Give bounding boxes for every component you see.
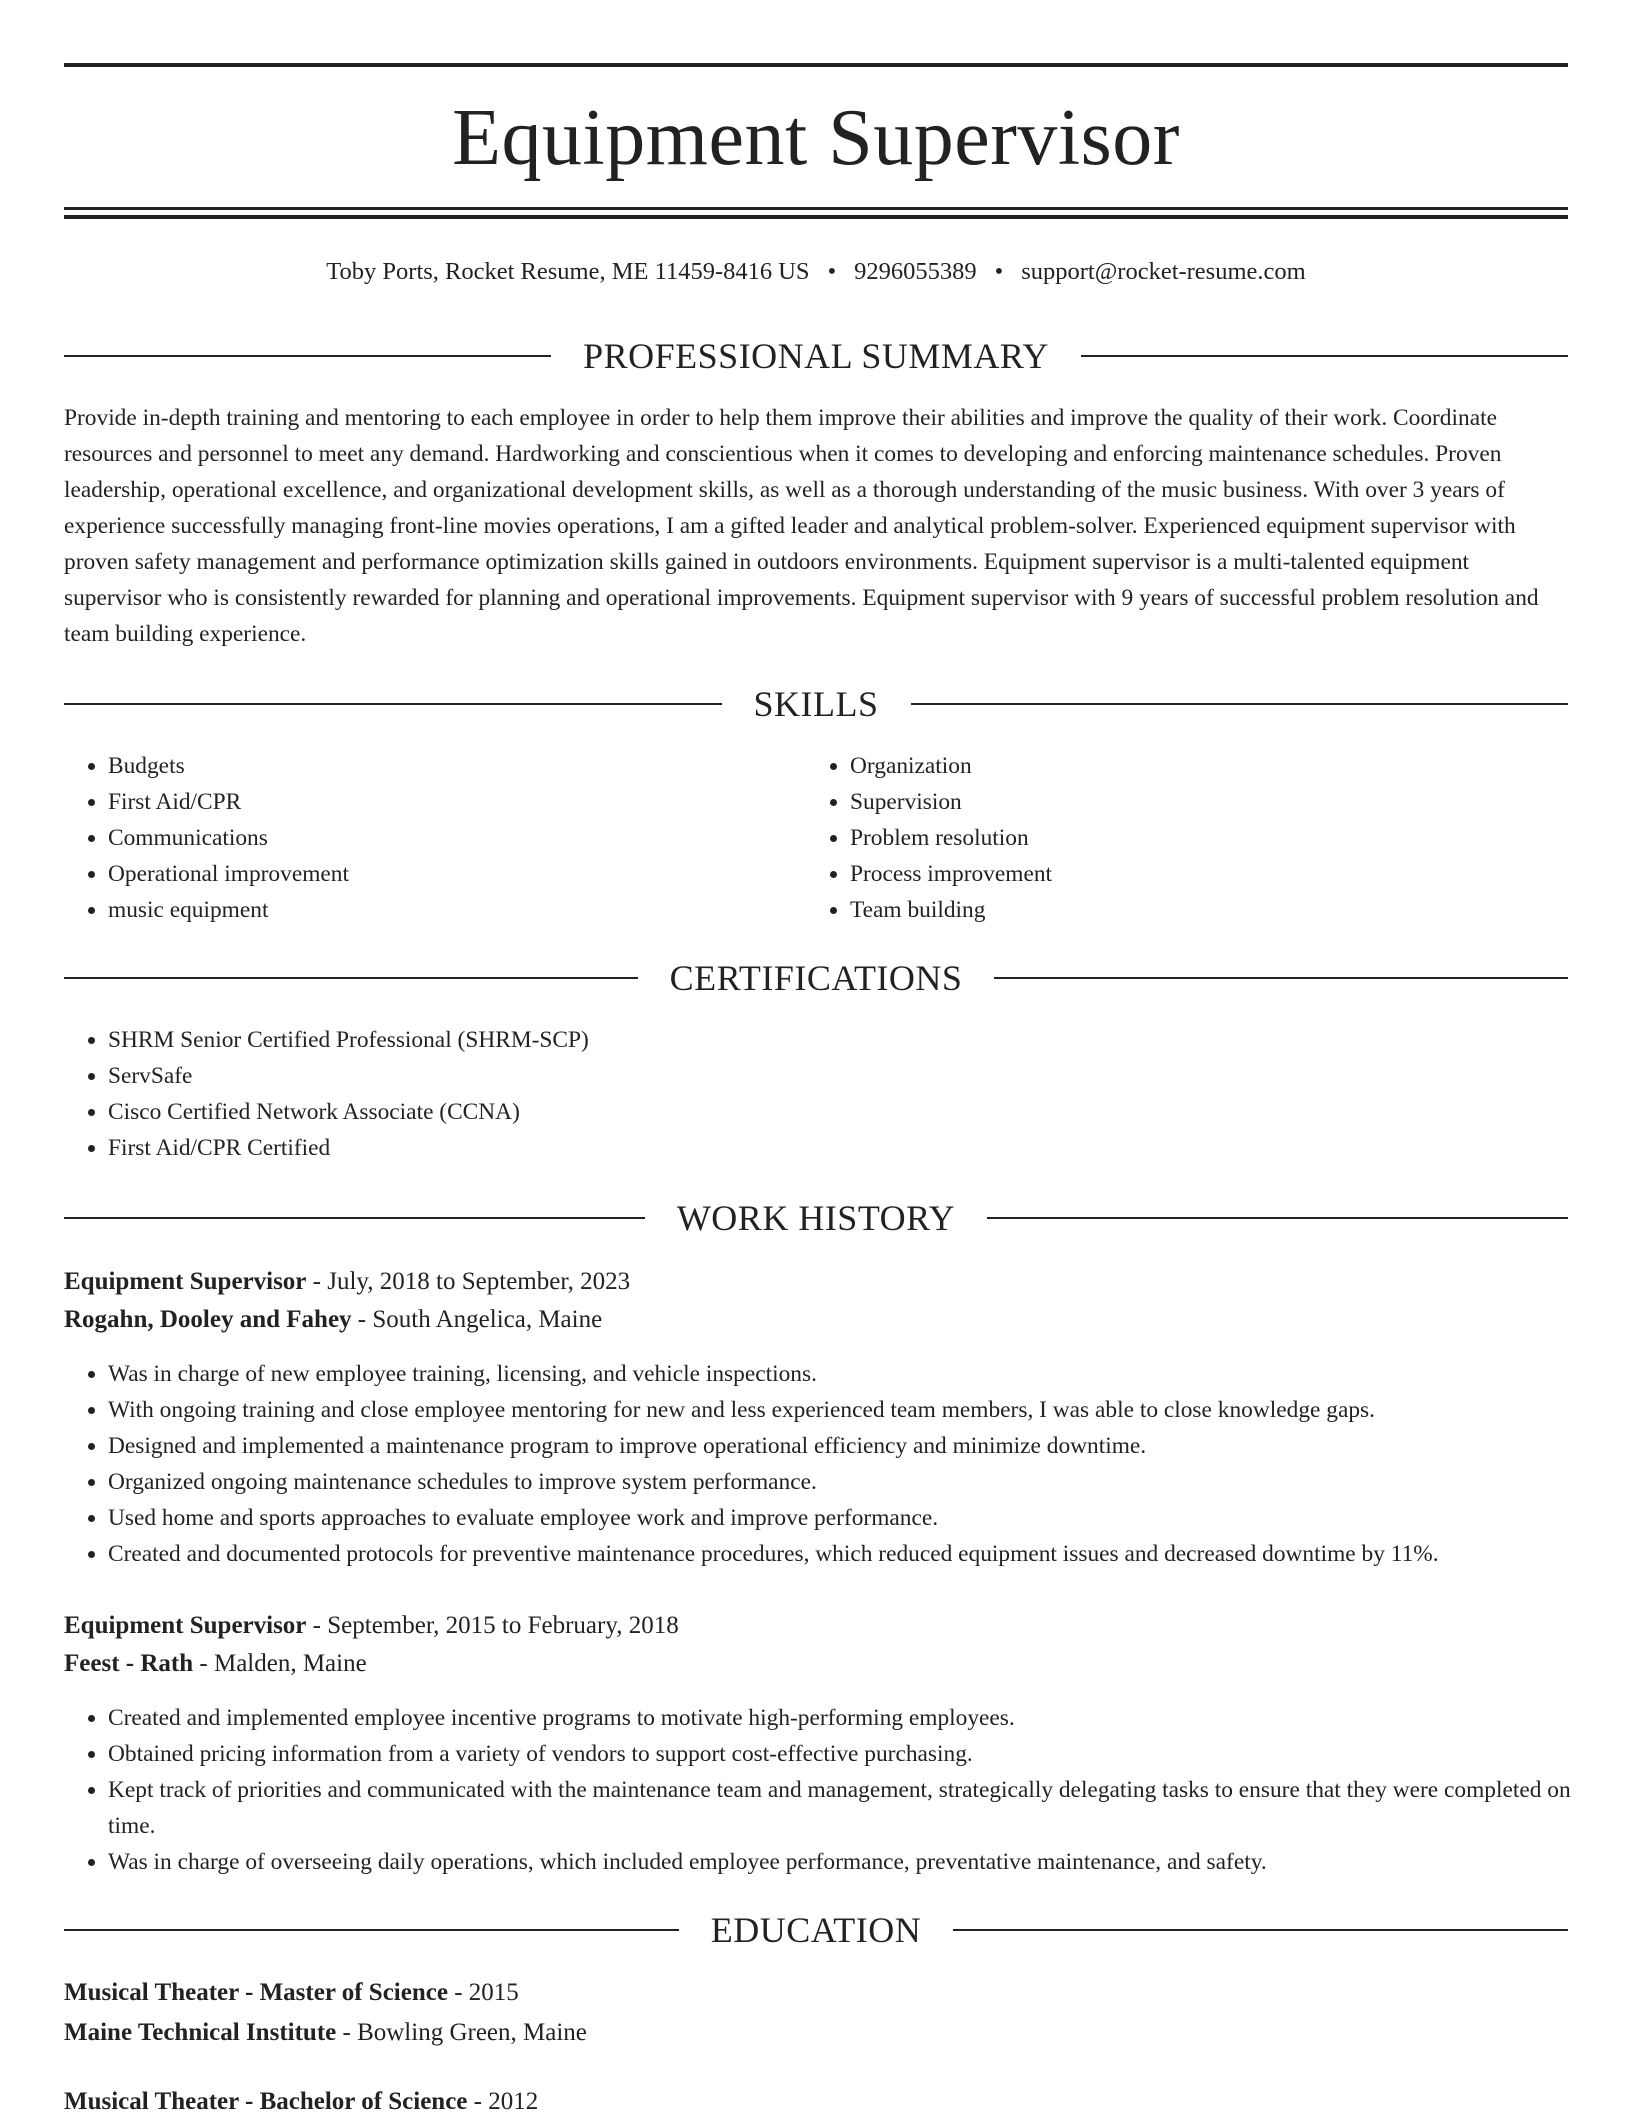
summary-heading-label: PROFESSIONAL SUMMARY: [583, 336, 1049, 376]
contact-separator: •: [994, 258, 1004, 285]
job-company: Feest - Rath: [64, 1650, 194, 1677]
skills-list-right: [806, 748, 1550, 928]
education-year: - 2012: [467, 2088, 539, 2115]
heading-rule-left: [64, 1217, 645, 1219]
education-degree: Musical Theater - Master of Science: [64, 1979, 448, 2006]
resume-title: Equipment Supervisor: [452, 94, 1180, 182]
heading-rule-left: [64, 977, 638, 979]
skills-heading-label: SKILLS: [753, 684, 879, 724]
certification-item: • ServSafe: [108, 1058, 1612, 1094]
job-dates: - September, 2015 to February, 2018: [306, 1612, 679, 1639]
top-rule: [64, 63, 1568, 67]
education-degree-line: [64, 1974, 1568, 2012]
education-heading: [64, 1905, 1568, 1955]
heading-rule-right: [1081, 355, 1568, 357]
job-bullets: [64, 1700, 1612, 1880]
education-heading-label: EDUCATION: [710, 1910, 922, 1950]
heading-rule-right: [994, 977, 1568, 979]
education-location: - Bowling Green, Maine: [336, 2019, 587, 2046]
title-rule-upper: [64, 207, 1568, 210]
heading-rule-right: [911, 703, 1569, 705]
job-company: Rogahn, Dooley and Fahey: [64, 1306, 352, 1333]
job-dates: - July, 2018 to September, 2023: [306, 1268, 631, 1295]
job-bullet: • Obtained pricing information from a variety of vendors to support cost-effective purchasing.: [108, 1736, 1612, 1772]
heading-rule-left: [64, 1929, 679, 1931]
skill-item: • First Aid/CPR: [108, 784, 808, 820]
skill-item: • Budgets: [108, 748, 808, 784]
education-degree-line: [64, 2083, 1568, 2121]
heading-rule-right: [953, 1929, 1568, 1931]
job-bullet: • Designed and implemented a maintenance program to improve operational efficiency and minimize downtime.: [108, 1428, 1612, 1464]
summary-heading: [64, 331, 1568, 381]
job-bullet: • Created and implemented employee incentive programs to motivate high-performing employees.: [108, 1700, 1612, 1736]
certification-item: • Cisco Certified Network Associate (CCNA): [108, 1094, 1612, 1130]
job-bullet: • Was in charge of overseeing daily operations, which included employee performance, preventative maintenance, and safety.: [108, 1844, 1612, 1880]
title-rule-lower: [64, 215, 1568, 219]
job-company-line: [64, 1645, 1568, 1683]
job-bullets: [64, 1356, 1612, 1572]
job-company-line: [64, 1301, 1568, 1339]
education-school-line: [64, 2014, 1568, 2052]
job-bullet: • Created and documented protocols for preventive maintenance procedures, which reduced equipment issues and decreased downtime by 11%.: [108, 1536, 1612, 1572]
education-school: Maine Technical Institute: [64, 2019, 337, 2046]
certifications-heading-label: CERTIFICATIONS: [669, 958, 963, 998]
job-title: Equipment Supervisor: [64, 1612, 307, 1639]
certification-item: • SHRM Senior Certified Professional (SHRM-SCP): [108, 1022, 1612, 1058]
contact-address: Toby Ports, Rocket Resume, ME 11459-8416 US: [326, 258, 810, 285]
skill-item: • Communications: [108, 820, 808, 856]
skill-item: • Problem resolution: [850, 820, 1550, 856]
work-history-heading: [64, 1193, 1568, 1243]
contact-separator: •: [827, 258, 837, 285]
job-bullet: • Organized ongoing maintenance schedules to improve system performance.: [108, 1464, 1612, 1500]
contact-line: [64, 252, 1568, 292]
heading-rule-left: [64, 355, 551, 357]
job-title-line: [64, 1607, 1568, 1645]
heading-rule-left: [64, 703, 722, 705]
skill-item: • Operational improvement: [108, 856, 808, 892]
skills-list-left: [64, 748, 808, 928]
job-title: Equipment Supervisor: [64, 1268, 307, 1295]
summary-text: Provide in-depth training and mentoring to each employee in order to help them improve their abilities and improve the quality of their work. Coordinate resources and personnel to meet any demand. Hardworking and conscientious when it comes to developing and enforcing maintenance schedules. Proven leadership, operational excellence, and organizational development skills, as well as a thorough understanding of the music business. With over 3 years of experience successfully managing front-line movies operations, I am a gifted leader and analytical problem-solver. Experienced equipment supervisor with proven safety management and performance optimization skills gained in outdoors environments. Equipment supervisor is a multi-talented equipment supervisor who is consistently rewarded for planning and operational improvements. Equipment supervisor with 9 years of successful problem resolution and team building experience.: [64, 405, 1539, 647]
certification-item: • First Aid/CPR Certified: [108, 1130, 1612, 1166]
skill-item: • Organization: [850, 748, 1550, 784]
education-degree: Musical Theater - Bachelor of Science: [64, 2088, 468, 2115]
contact-phone: 9296055389: [854, 258, 977, 285]
job-bullet: • With ongoing training and close employee mentoring for new and less experienced team members, I was able to close knowledge gaps.: [108, 1392, 1612, 1428]
job-bullet: • Kept track of priorities and communicated with the maintenance team and management, strategically delegating tasks to ensure that they were completed on time.: [108, 1772, 1612, 1844]
skill-item: • Team building: [850, 892, 1550, 928]
job-bullet: • Used home and sports approaches to evaluate employee work and improve performance.: [108, 1500, 1612, 1536]
job-title-line: [64, 1263, 1568, 1301]
job-bullet: • Was in charge of new employee training, licensing, and vehicle inspections.: [108, 1356, 1612, 1392]
certifications-list: [64, 1022, 1612, 1166]
skill-item: • Supervision: [850, 784, 1550, 820]
job-location: - Malden, Maine: [193, 1650, 367, 1677]
education-year: - 2015: [447, 1979, 519, 2006]
certifications-heading: [64, 953, 1568, 1003]
job-location: - South Angelica, Maine: [351, 1306, 603, 1333]
work-history-heading-label: WORK HISTORY: [676, 1198, 956, 1238]
heading-rule-right: [987, 1217, 1568, 1219]
skill-item: • music equipment: [108, 892, 808, 928]
skill-item: • Process improvement: [850, 856, 1550, 892]
skills-heading: [64, 679, 1568, 729]
contact-email: support@rocket-resume.com: [1021, 258, 1306, 285]
